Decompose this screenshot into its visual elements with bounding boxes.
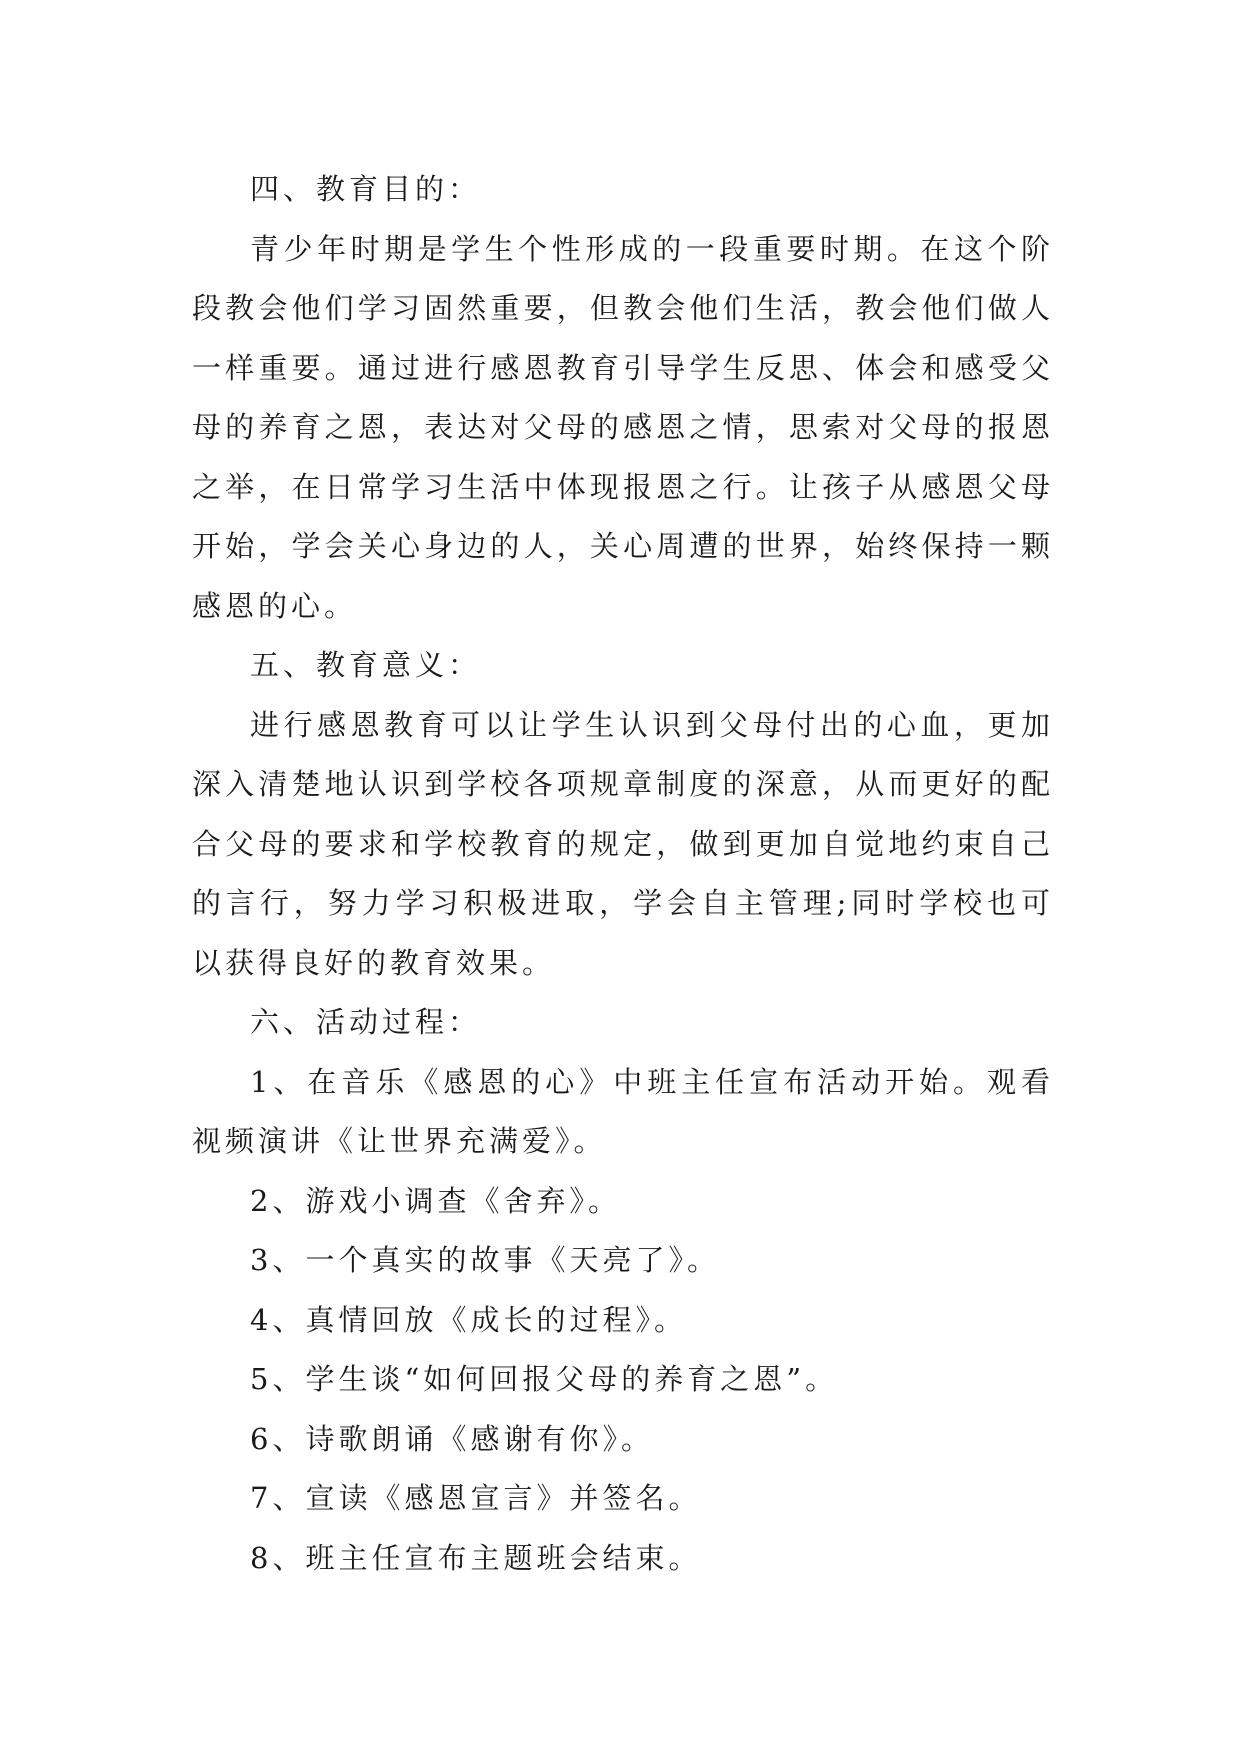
section-heading-education-significance: 五、教育意义： bbox=[250, 648, 482, 682]
paragraph-education-purpose: 青少年时期是学生个性形成的一段重要时期。在这个阶段教会他们学习固然重要，但教会他们生活，教会他们做人一样重要。通过进行感恩教育引导学生反思、体会和感受父母的养育之恩，表达对父母的感恩之情，思索对父母的报恩之举，在日常学习生活中体现报恩之行。让孩子从感恩父母开始，学会关心身边的人，关心周遭的世界，始终保持一颗感恩的心。 bbox=[192, 231, 1054, 623]
activity-step-4: 4、真情回放《成长的过程》。 bbox=[250, 1302, 687, 1337]
paragraph-education-significance: 进行感恩教育可以让学生认识到父母付出的心血，更加深入清楚地认识到学校各项规章制度的深意，从而更好的配合父母的要求和学校教育的规定，做到更加自觉地约束自己的言行，努力学习积极进取，学会自主管理;同时学校也可以获得良好的教育效果。 bbox=[192, 707, 1054, 980]
activity-step-5: 5、学生谈“如何回报父母的养育之恩”。 bbox=[250, 1362, 839, 1396]
activity-step-6: 6、诗歌朗诵《感谢有你》。 bbox=[250, 1421, 654, 1456]
section-heading-activity-process: 六、活动过程： bbox=[250, 1005, 482, 1039]
activity-step-8: 8、班主任宣布主题班会结束。 bbox=[250, 1540, 702, 1575]
activity-step-1: 1、在音乐《感恩的心》中班主任宣布活动开始。观看视频演讲《让世界充满爱》。 bbox=[192, 1064, 1054, 1158]
document-body bbox=[192, 160, 1054, 1588]
section-heading-education-purpose: 四、教育目的： bbox=[250, 172, 482, 206]
activity-step-2: 2、游戏小调查《舍弃》。 bbox=[250, 1183, 621, 1218]
activity-step-7: 7、宣读《感恩宣言》并签名。 bbox=[250, 1481, 702, 1515]
activity-step-3: 3、一个真实的故事《天亮了》。 bbox=[250, 1243, 720, 1277]
